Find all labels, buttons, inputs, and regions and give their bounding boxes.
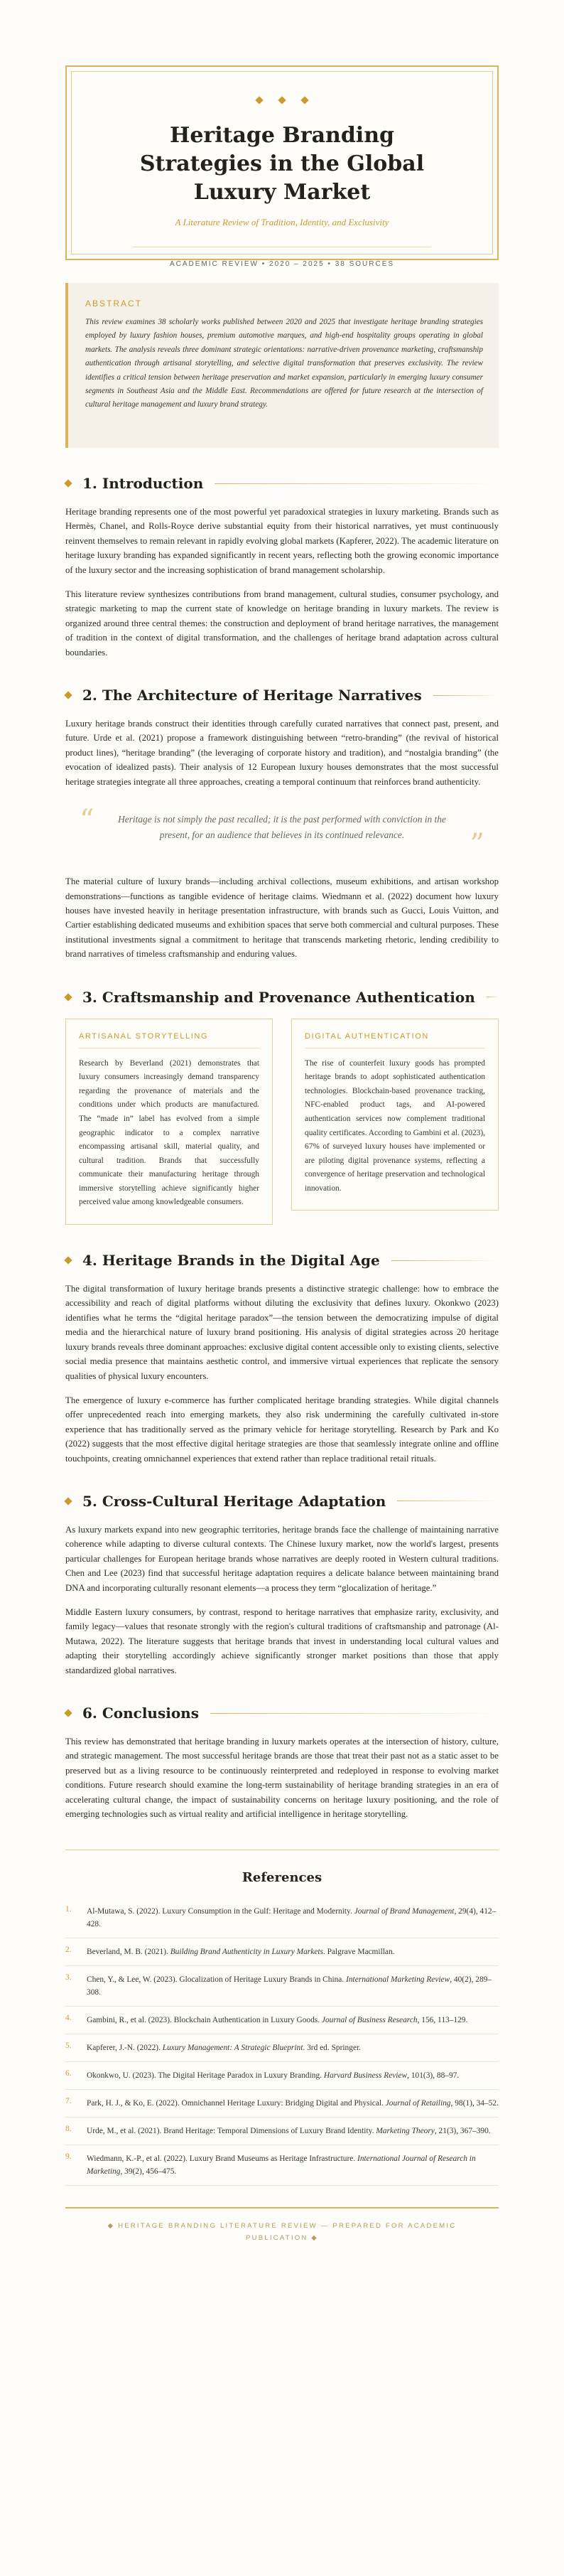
reference-number: 8.	[65, 2125, 72, 2134]
divider	[215, 483, 499, 484]
divider	[433, 695, 499, 696]
paragraph: Heritage branding represents one of the most powerful yet paradoxical strategies in luxury marketing. Brands such as Hermès, Chanel, and Rolls-Royce derive substantial equity from their historical narratives, yet must continuously reinvent themselves to remain relevant in rapidly evolving global markets (Kapferer, 2022). The academic literature on heritage luxury branding has expanded significantly in recent years, reflecting both the growing economic importance of the luxury sector and the increasing sophistication of brand management scholarship.	[65, 507, 499, 575]
reference-item	[65, 1898, 499, 1938]
title-block	[65, 65, 499, 268]
reference-item	[65, 2118, 499, 2145]
paragraph: The emergence of luxury e-commerce has further complicated heritage branding strategies. While digital channels offer unprecedented reach into emerging markets, they also risk undermining the carefully cultivated in-store experience that has traditionally served as the primary vehicle for heritage storytelling. Research by Park and Ko (2022) suggests that the most effective digital heritage strategies are those that seamlessly integrate online and offline touchpoints, creating omnichannel experiences that extend rather than replace traditional retail rituals.	[65, 1395, 499, 1464]
card-text: The rise of counterfeit luxury goods has prompted heritage brands to adopt sophisticated authentication technologies. Blockchain-based provenance tracking, NFC-enabled product tags, and AI-powered authentication services now complement traditional quality certificates. According to Gambini et al. (2023), 67% of surveyed luxury houses have implemented or are piloting digital provenance systems, reflecting a convergence of heritage preservation and technological innovation.	[305, 1058, 485, 1193]
reference-text: Urde, M., et al. (2021). Brand Heritage: Temporal Dimensions of Luxury Brand Identity. Marketing Theory, 21(3), 367–390.	[87, 2127, 491, 2136]
section-title: 2. The Architecture of Heritage Narratives	[82, 687, 422, 704]
reference-text: Gambini, R., et al. (2023). Blockchain Authentication in Luxury Goods. Journal of Business Research, 156, 113–129.	[87, 2016, 468, 2025]
ornament	[72, 97, 492, 103]
section-title: 1. Introduction	[82, 475, 204, 492]
abstract-text: This review examines 38 scholarly works published between 2020 and 2025 that investigate heritage branding strategies employed by luxury fashion houses, premium automotive marques, and high-end hospitality groups operating in global markets. The analysis reveals three dominant strategic orientations: narrative-driven provenance marketing, craftsmanship authentication through artisanal storytelling, and selective digital transformation that preserves exclusivity. The review identifies a critical tension between heritage preservation and market expansion, particularly in emerging luxury consumer segments in Southeast Asia and the Middle East. Recommendations are offered for future research at the intersection of cultural heritage management and luxury brand strategy.	[85, 318, 483, 409]
info-card	[65, 1019, 273, 1225]
reference-number: 9.	[65, 2152, 72, 2162]
reference-text: Chen, Y., & Lee, W. (2023). Glocalization of Heritage Luxury Brands in China. International Marketing Review, 40(2), 289–308.	[87, 1975, 492, 1997]
info-card	[291, 1019, 499, 1211]
footer-text: ◆ HERITAGE BRANDING LITERATURE REVIEW — PREPARED FOR ACADEMIC PUBLICATION ◆	[107, 2222, 457, 2243]
section-title: 3. Craftsmanship and Provenance Authentication	[82, 988, 475, 1006]
open-quote-icon: “	[80, 804, 94, 837]
card-text: Research by Beverland (2021) demonstrates that luxury consumers increasingly demand transparency regarding the provenance of materials and the conditions under which products are manufactured. The “made in” label has evolved from a simple geographic indicator to a complex narrative encompassing artisanal skill, material quality, and cultural tradition. Brands that successfully communicate their manufacturing heritage through immersive storytelling achieve significantly higher perceived value among knowledgeable consumers.	[79, 1058, 259, 1207]
divider	[391, 1260, 499, 1261]
reference-number: 2.	[65, 1946, 72, 1955]
paragraph: This literature review synthesizes contributions from brand management, cultural studies, consumer psychology, and strategic marketing to map the current state of knowledge on heritage branding in luxury markets. The review is organized around three central themes: the construction and deployment of brand heritage narratives, the management of tradition in the context of digital transformation, and the challenges of heritage brand adaptation across cultural boundaries.	[65, 589, 499, 658]
document-meta: ACADEMIC REVIEW • 2020 – 2025 • 38 SOURCES	[169, 260, 395, 268]
paragraph: As luxury markets expand into new geographic territories, heritage brands face the challenge of maintaining narrative coherence while adapting to diverse cultural contexts. The Chinese luxury market, now the world's largest, presents particular challenges for European heritage brands whose narratives are deeply rooted in Western cultural traditions. Chen and Lee (2023) find that successful heritage adaptation requires a delicate balance between maintaining brand DNA and incorporating culturally resonant elements—a process they term “glocalization of heritage.”	[65, 1524, 499, 1593]
reference-item	[65, 1938, 499, 1966]
diamond-icon	[64, 479, 72, 487]
document-title: Heritage Branding Strategies in the Global Luxury Market	[139, 123, 425, 205]
reference-item	[65, 1966, 499, 2007]
diamond-icon	[255, 96, 263, 104]
pull-quote	[65, 799, 499, 862]
diamond-icon	[64, 993, 72, 1001]
close-quote-icon: ”	[470, 828, 484, 862]
card-grid	[65, 1019, 499, 1225]
reference-text: Okonkwo, U. (2023). The Digital Heritage Paradox in Luxury Branding. Harvard Business Review, 101(3), 88–97.	[87, 2071, 460, 2081]
reference-list	[65, 1898, 499, 2186]
card-heading: ARTISANAL STORYTELLING	[79, 1032, 259, 1048]
reference-text: Beverland, M. B. (2021). Building Brand Authenticity in Luxury Markets. Palgrave Macmillan.	[87, 1948, 395, 1957]
reference-number: 7.	[65, 2097, 72, 2106]
section-title: 4. Heritage Brands in the Digital Age	[82, 1252, 380, 1270]
reference-number: 4.	[65, 2014, 72, 2023]
reference-item	[65, 2062, 499, 2090]
reference-number: 6.	[65, 2069, 72, 2078]
paragraph: Luxury heritage brands construct their identities through carefully curated narratives that connect past, present, and future. Urde et al. (2021) propose a framework distinguishing between “retro-branding” (the revival of historical product lines), “heritage branding” (the leveraging of corporate history and tradition), and “nostalgia branding” (the evocation of idealized pasts). Their analysis of 12 European luxury houses demonstrates that the most successful heritage strategies integrate all three approaches, creating a temporal continuum that reinforces brand authenticity.	[65, 719, 499, 787]
section-title: 6. Conclusions	[82, 1705, 199, 1722]
diamond-icon	[64, 1497, 72, 1505]
diamond-icon	[278, 96, 286, 104]
reference-number: 5.	[65, 2041, 72, 2051]
paragraph: This review has demonstrated that heritage branding in luxury markets operates at the intersection of history, culture, and strategic management. The most successful heritage brands are those that treat their past not as a static asset to be preserved but as a living resource to be continuously reinterpreted and redeployed in response to evolving market conditions. Future research should examine the long-term sustainability of heritage branding strategies in an era of accelerating cultural change, the impact of sustainability concerns on heritage luxury positioning, and the role of emerging technologies such as virtual reality and artificial intelligence in heritage storytelling.	[65, 1737, 499, 1820]
card-heading: DIGITAL AUTHENTICATION	[305, 1032, 485, 1048]
abstract-heading: ABSTRACT	[85, 299, 143, 308]
paragraph: The digital transformation of luxury heritage brands presents a distinctive strategic challenge: how to embrace the accessibility and reach of digital platforms without diluting the exclusivity that defines luxury. Okonkwo (2023) identifies what he terms the “digital heritage paradox”—the tension between the democratizing impulse of digital media and the hierarchical nature of luxury brand positioning. His analysis of digital strategies across 20 heritage luxury brands reveals three dominant approaches: exclusive digital content accessible only to existing clients, selective social media presence that maintains aesthetic control, and immersive virtual experiences that replicate the sensory qualities of physical luxury encounters.	[65, 1284, 499, 1381]
reference-text: Park, H. J., & Ko, E. (2022). Omnichannel Heritage Luxury: Bridging Digital and Physical. Journal of Retailing, 98(1), 34–52.	[87, 2099, 499, 2108]
reference-item	[65, 2034, 499, 2062]
diamond-icon	[300, 96, 308, 104]
divider	[210, 1713, 499, 1714]
reference-number: 1.	[65, 1905, 72, 1914]
paragraph: Middle Eastern luxury consumers, by contrast, respond to heritage narratives that emphasize rarity, exclusivity, and family legacy—values that resonate strongly with the region's cultural traditions of craftsmanship and patronage (Al-Mutawa, 2022). The literature suggests that heritage brands that invest in understanding local cultural values and adapting their storytelling accordingly achieve significantly stronger market positions than those that apply standardized global narratives.	[65, 1606, 499, 1675]
section-title: 5. Cross-Cultural Heritage Adaptation	[82, 1492, 386, 1510]
section-heading	[65, 687, 499, 704]
reference-item	[65, 2090, 499, 2118]
section-heading	[65, 475, 499, 492]
reference-text: Kapferer, J.-N. (2022). Luxury Management: A Strategic Blueprint. 3rd ed. Springer.	[87, 2044, 362, 2053]
reference-text: Wiedmann, K.-P., et al. (2022). Luxury Brand Museums as Heritage Infrastructure. International Journal of Research in Marketing, 39(2), 456–475.	[87, 2154, 476, 2177]
diamond-icon	[64, 1256, 72, 1264]
abstract-box	[65, 283, 499, 448]
document-subtitle: A Literature Review of Tradition, Identity, and Exclusivity	[175, 217, 389, 227]
reference-number: 3.	[65, 1973, 72, 1982]
reference-item	[65, 2007, 499, 2034]
reference-text: Al-Mutawa, S. (2022). Luxury Consumption in the Gulf: Heritage and Modernity. Journal of Brand Management, 29(4), 412–428.	[87, 1907, 497, 1929]
reference-item	[65, 2145, 499, 2186]
section-heading	[65, 1252, 499, 1269]
references-title: References	[242, 1870, 322, 1886]
section-heading	[65, 989, 499, 1006]
quote-text: Heritage is not simply the past recalled; it is the past performed with conviction in the present, for an audience that believes in its continued relevance.	[118, 814, 446, 841]
diamond-icon	[64, 1709, 72, 1717]
page-footer	[65, 2207, 499, 2244]
section-heading	[65, 1493, 499, 1510]
section-heading	[65, 1705, 499, 1722]
paragraph: The material culture of luxury brands—including archival collections, museum exhibitions, and artisan workshop demonstrations—functions as tangible evidence of heritage claims. Wiedmann et al. (2022) document how luxury houses have invested heavily in heritage presentation infrastructure, with brands such as Gucci, Louis Vuitton, and Cartier establishing dedicated museums and exhibition spaces that serve both commercial and cultural purposes. These institutional investments signal a commitment to heritage that transcends marketing rhetoric, lending credibility to brand narratives of timeless craftsmanship and enduring values.	[65, 876, 499, 960]
diamond-icon	[64, 691, 72, 699]
